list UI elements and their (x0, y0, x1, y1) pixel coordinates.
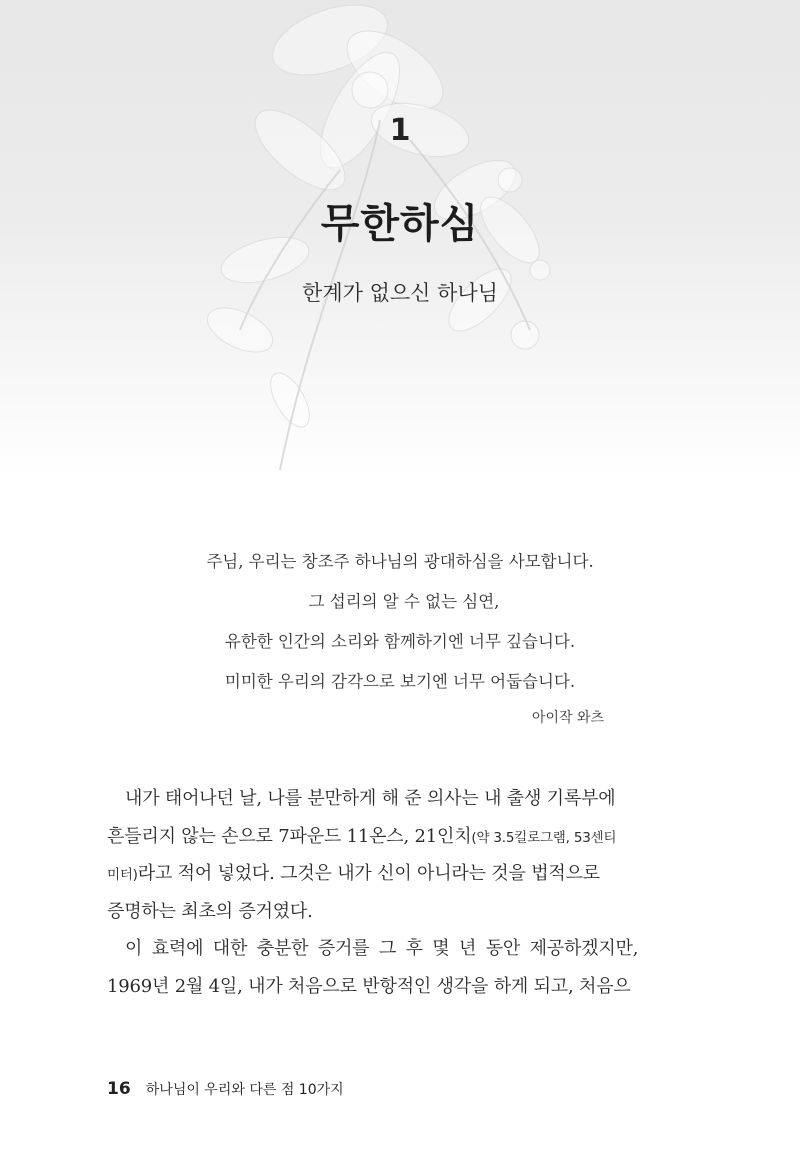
chapter-title: 무한하심 (320, 201, 480, 247)
chapter-subtitle: 한계가 없으신 하나님 (302, 281, 498, 305)
measurement-note: (약 3.5킬로그램, 53센티 (471, 829, 617, 846)
body-text-span: 라고 적어 넣었다. 그것은 내가 신이 아니라는 것을 법적으로 (137, 863, 600, 884)
page-number: 16 (107, 1079, 131, 1099)
body-line: 증명하는 최초의 증거였다. (107, 900, 313, 922)
epigraph (0, 548, 800, 708)
body-line: 이 효력에 대한 충분한 증거를 그 후 몇 년 동안 제공하겠지만, (125, 938, 639, 959)
epigraph-line: 주님, 우리는 창조주 하나님의 광대하심을 사모합니다. (206, 552, 594, 571)
body-line: 내가 태어나던 날, 나를 분만하게 해 준 의사는 내 출생 기록부에 (125, 788, 616, 809)
epigraph-line: 유한한 인간의 소리와 함께하기엔 너무 깊습니다. (224, 632, 576, 651)
body-text-span: 흔들리지 않는 손으로 7파운드 11온스, 21인치 (107, 825, 472, 847)
body-line (107, 822, 641, 860)
body-line (107, 859, 641, 897)
epigraph-line: 그 섭리의 알 수 없는 심연, (308, 592, 500, 611)
page-footer (107, 1079, 344, 1099)
body-line: 1969년 2월 4일, 내가 처음으로 반항적인 생각을 하게 되고, 처음으 (107, 975, 631, 997)
epigraph-attribution: 아이작 와츠 (531, 710, 604, 726)
running-book-title: 하나님이 우리와 다른 점 10가지 (145, 1082, 344, 1098)
body-text (107, 784, 641, 1009)
chapter-number: 1 (389, 113, 411, 148)
epigraph-line: 미미한 우리의 감각으로 보기엔 너무 어둡습니다. (224, 672, 576, 691)
measurement-note: 미터) (107, 867, 138, 883)
